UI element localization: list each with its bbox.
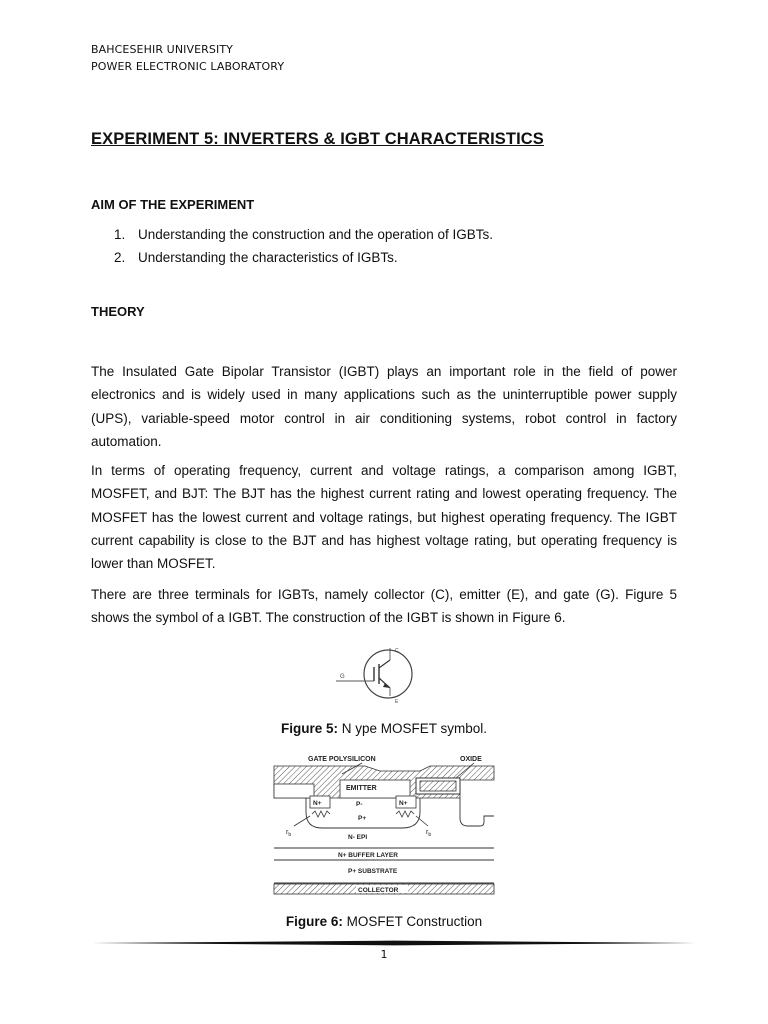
theory-paragraph: The Insulated Gate Bipolar Transistor (IGBT) plays an important role in the field of power electronics and is widely used in many applications such as the uninterruptible power supply (UPS), variable-speed motor control in air conditioning systems, robot control in factory automation. (91, 364, 677, 449)
aim-item-number: 2. (114, 250, 126, 265)
figure6-caption (0, 914, 768, 929)
buffer-layer-label: N+ BUFFER LAYER (338, 852, 398, 859)
igbt-construction-figure (270, 746, 498, 898)
gate-terminal-label: G (340, 674, 345, 680)
aim-item (114, 227, 493, 242)
substrate-label: P+ SUBSTRATE (348, 868, 398, 875)
page-title: EXPERIMENT 5: INVERTERS & IGBT CHARACTERISTICS (91, 130, 544, 148)
aim-item-number: 1. (114, 227, 126, 242)
oxide-label: OXIDE (460, 756, 482, 763)
aim-item-text: Understanding the characteristics of IGBTs. (138, 250, 398, 265)
n-plus-label: N+ (399, 800, 408, 807)
n-epi-label: N- EPI (348, 834, 368, 841)
figure5-label: Figure 5: (280, 721, 338, 736)
header-lab: POWER ELECTRONIC LABORATORY (91, 60, 285, 73)
emitter-label: EMITTER (346, 785, 377, 792)
aim-item-text: Understanding the construction and the operation of IGBTs. (138, 227, 493, 242)
igbt-symbol-figure (330, 640, 430, 708)
emitter-terminal-label: E (395, 699, 399, 705)
aim-item (114, 250, 398, 265)
page-number: 1 (380, 948, 388, 961)
collector-label: COLLECTOR (358, 887, 399, 894)
aim-heading: AIM OF THE EXPERIMENT (91, 197, 255, 212)
figure5-caption-text: N ype MOSFET symbol. (337, 721, 488, 736)
p-plus-label: P+ (358, 815, 367, 822)
figure6-label: Figure 6: (285, 914, 343, 929)
theory-heading: THEORY (91, 304, 145, 319)
gate-polysilicon-label: GATE POLYSILICON (308, 756, 376, 763)
rb-label: $r_b$ (286, 829, 292, 838)
figure6-caption-text: MOSFET Construction (342, 914, 483, 929)
header-university: BAHCESEHIR UNIVERSITY (91, 43, 233, 56)
p-minus-label: P- (356, 801, 363, 808)
footer-divider (92, 940, 696, 946)
n-plus-label: N+ (313, 800, 322, 807)
figure5-caption (0, 721, 768, 736)
theory-paragraph: There are three terminals for IGBTs, namely collector (C), emitter (E), and gate (G). Figure 5 shows the symbol of a IGBT. The construction of the IGBT is shown in Figure 6. (91, 587, 677, 626)
theory-paragraph: In terms of operating frequency, current and voltage ratings, a comparison among IGBT, MOSFET, and BJT: The BJT has the highest current rating and lowest operating frequency. The MOSFET has the lowest current and voltage ratings, but highest operating frequency. The IGBT current capability is close to the BJT and has highest voltage rating, but operating frequency is lower than MOSFET. (91, 463, 677, 572)
rb-label: $r_b$ (426, 829, 432, 838)
collector-terminal-label: C (395, 648, 399, 654)
